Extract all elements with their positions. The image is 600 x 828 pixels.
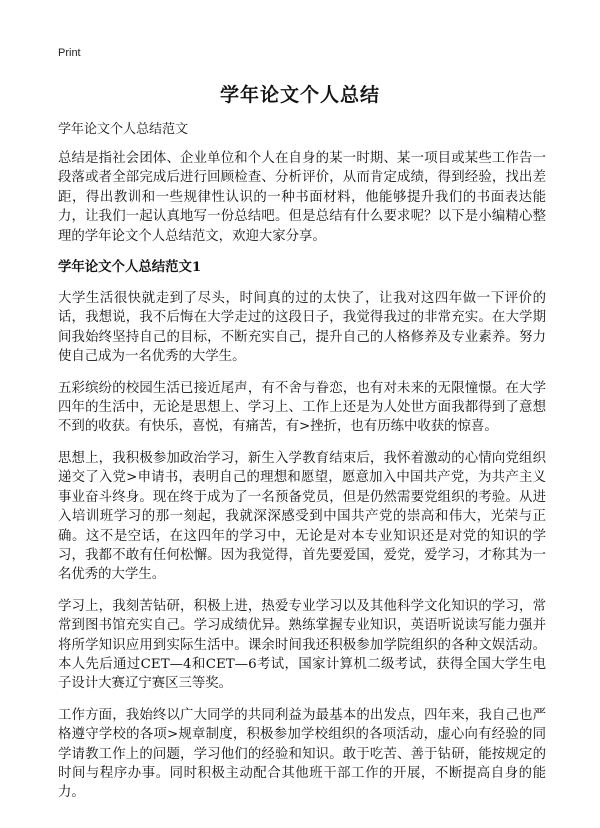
intro-paragraph: 总结是指社会团体、企业单位和个人在自身的某一时期、某一项目或某些工作告一段落或者全部完成后进行回顾检查、分析评价，从而肯定成绩，得到经验，找出差距，得出教训和一些规律性认识的一种书面材料，他能够提升我们的书面表达能力，让我们一起认真地写一份总结吧。但是总结有什么要求呢？以下是小编精心整理的学年论文个人总结范文，欢迎大家分享。 [58, 151, 546, 244]
page-title: 学年论文个人总结 [219, 84, 380, 106]
print-link[interactable]: Print [58, 47, 81, 59]
section-heading: 学年论文个人总结范文1 [58, 259, 202, 276]
body-paragraph: 五彩缤纷的校园生活已接近尾声，有不舍与眷恋，也有对未来的无限憧憬。在大学四年的生活中，无论是思想上、学习上、工作上还是为人处世方面我都得到了意想不到的收获。有快乐，喜悦，有痛苦，有>挫折，也有历练中收获的惊喜。 [58, 380, 546, 435]
body-paragraph: 思想上，我积极参加政治学习，新生入学教育结束后，我怀着激动的心情向党组织递交了入党>申请书，表明自己的理想和愿望，愿意加入中国共产党，为共产主义事业奋斗终身。现在终于成为了一名预备党员，但是仍然需要党组织的考验。从进入培训班学习的那一刻起，我就深深感受到中国共产党的崇高和伟大，光荣与正确。这不是空话，在这四年的学习中，无论是对本专业知识还是对党的知识的学习，我都不敢有任何松懈。因为我觉得，首先要爱国，爱党，爱学习，才称其为一名优秀的大学生。 [58, 450, 546, 583]
body-paragraph: 学习上，我刻苦钻研，积极上进，热爱专业学习以及其他科学文化知识的学习，常常到图书馆充实自己。学习成绩优异。熟练掌握专业知识，英语听说读写能力强并将所学知识应用到实际生活中。课余时间我还积极参加学院组织的各种文娱活动。本人先后通过CET—4和CET—6考试，国家计算机二级考试，获得全国大学生电子设计大赛辽宁赛区三等奖。 [58, 598, 546, 692]
document-subtitle: 学年论文个人总结范文 [58, 122, 189, 137]
document-body [58, 120, 546, 815]
body-paragraph: 大学生活很快就走到了尽头，时间真的过的太快了，让我对这四年做一下评价的话，我想说，我不后悔在大学走过的这段日子，我觉得我过的非常充实。在大学期间我始终坚持自己的目标，不断充实自己，提升自己的人格修养及专业素养。努力使自己成为一名优秀的大学生。 [58, 291, 546, 365]
body-paragraph: 工作方面，我始终以广大同学的共同利益为最基本的出发点，四年来，我自己也严格遵守学校的各项>规章制度，积极参加学校组织的各项活动，虚心向有经验的同学请教工作上的问题，学习他们的经验和知识。敢于吃苦、善于钻研，能按规定的时间与程序办事。同时积极主动配合其他班干部工作的开展，不断提高自身的能力。 [58, 707, 546, 801]
